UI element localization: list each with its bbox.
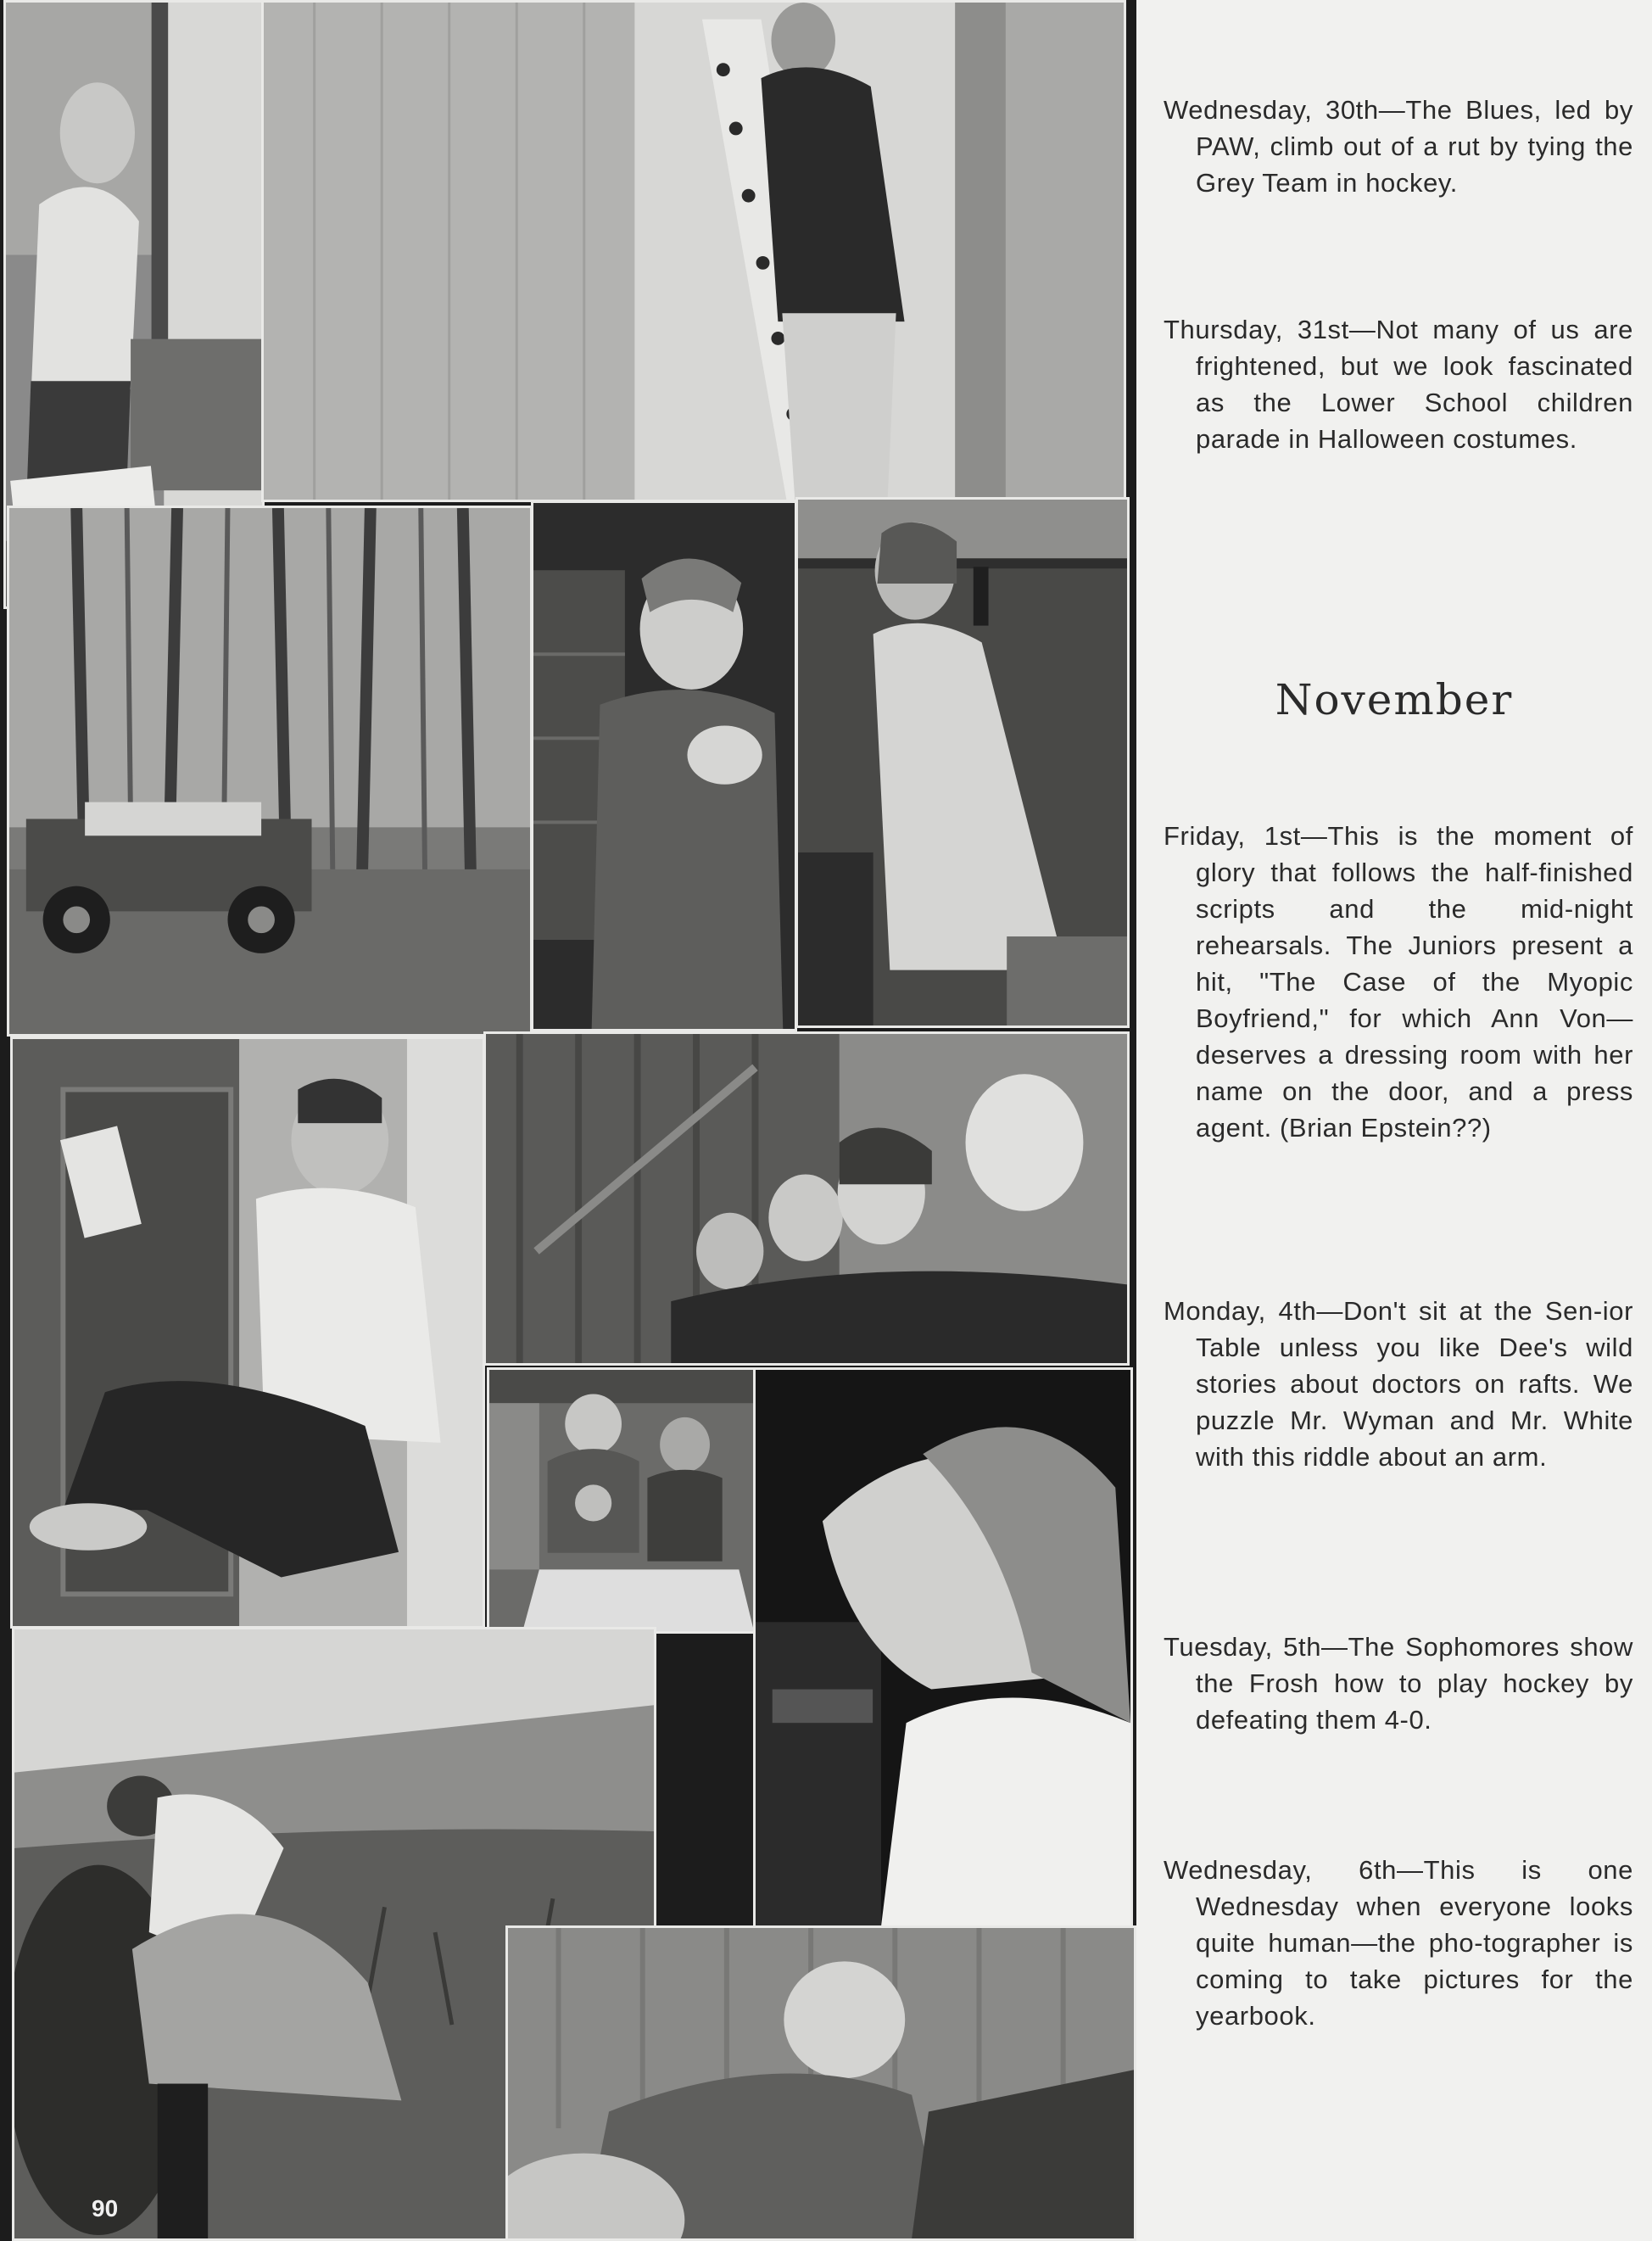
photo-girl-on-bed	[505, 1925, 1136, 2241]
entry-friday-1: Friday, 1st—This is the moment of glory that follows the half-finished scripts and the mid-night rehearsals. The Juniors present a hit, "The Case of the Myopic Boyfriend," for which Ann Von— deserves a dressing room with her name on the door, and a press agent. (Brian Epstein??)	[1164, 821, 1633, 1143]
photo-man-on-ladder	[261, 0, 1126, 502]
photo-woman-laughing	[531, 500, 797, 1031]
entry-wednesday-6: Wednesday, 6th—This is one Wednesday when everyone looks quite human—the pho-tographer is coming to take pictures for the yearbook.	[1164, 1855, 1633, 2031]
photo-girls-sitting-sweatshirt	[487, 1367, 756, 1634]
entry-tuesday-5: Tuesday, 5th—The Sophomores show the Frosh how to play hockey by defeating them 4-0.	[1164, 1632, 1633, 1735]
photo-girl-looking-up	[753, 1367, 1133, 1929]
entry-thursday-31: Thursday, 31st—Not many of us are frightened, but we look fascinated as the Lower School children parade in Halloween costumes.	[1164, 315, 1633, 454]
entry-monday-4: Monday, 4th—Don't sit at the Sen-ior Table unless you like Dee's wild stories about doctors on rafts. We puzzle Mr. Wyman and Mr. White with this riddle about an arm.	[1164, 1296, 1633, 1472]
photo-fire-truck-woods	[7, 506, 533, 1037]
photo-girl-with-bottle	[795, 497, 1130, 1028]
calendar-text-column	[1136, 0, 1652, 2241]
photo-audience-watching	[483, 1031, 1130, 1366]
month-heading: November	[1275, 675, 1514, 724]
entry-wednesday-30: Wednesday, 30th—The Blues, led by PAW, climb out of a rut by tying the Grey Team in hockey.	[1164, 95, 1633, 198]
photo-boy-climbing-wall	[10, 1037, 485, 1629]
page-number: 90	[92, 2195, 119, 2221]
